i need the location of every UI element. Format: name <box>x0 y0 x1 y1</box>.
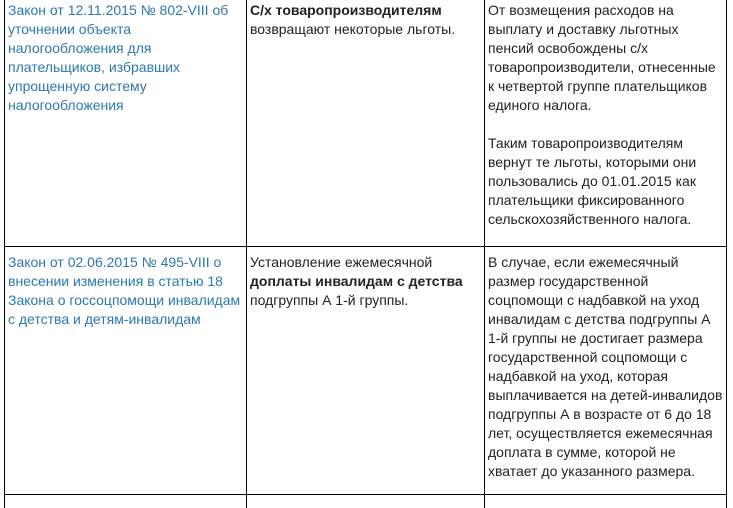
law-cell <box>5 0 247 247</box>
summary-bold-text: С/х товаропроизводителям <box>250 2 442 18</box>
law-cell <box>5 495 247 508</box>
summary-cell <box>247 247 485 495</box>
details-paragraph: В случае, если ежемесячный размер государственной соцпомощи с надбавкой на уход инвалидам с детства подгруппы А 1-й группы не достигает размера государственной соцпомощи с надбавкой на уход, которая выплачивается на детей-инвалидов подгруппы А в возрасте от 6 до 18 лет, осуществляется ежемесячная доплата в сумме, которой не хватает до указанного размера. <box>488 254 723 479</box>
law-cell <box>5 247 247 495</box>
summary-cell <box>247 0 485 247</box>
summary-cell <box>247 495 485 508</box>
details-cell <box>485 0 727 247</box>
table-row <box>5 0 727 247</box>
table-row <box>5 247 727 495</box>
details-cell <box>485 495 727 508</box>
law-link-802-viii[interactable]: Закон от 12.11.2015 № 802-VIII об уточнении объекта налогообложения для плательщиков, избравших упрощенную систему налогообложения <box>8 2 229 113</box>
details-cell <box>485 247 727 495</box>
summary-text: Установление ежемесячной <box>250 254 433 270</box>
details-paragraph: От возмещения расходов на выплату и доставку льготных пенсий освобождены с/х товаропроизводители, отнесенные к четвертой группе плательщиков единого налога. <box>488 2 716 113</box>
law-link-495-viii[interactable]: Закон от 02.06.2015 № 495-VIII о внесении изменения в статью 18 Закона о госсоцпомощи инвалидам с детства и детям-инвалидам <box>8 254 241 327</box>
details-paragraph: Таким товаропроизводителям вернут те льготы, которыми они пользовались до 01.01.2015 как плательщики фиксированного сельскохозяйственного налога. <box>488 135 697 227</box>
summary-bold-text: доплаты инвалидам с детства <box>250 273 463 289</box>
summary-text: подгруппы А 1-й группы. <box>250 292 409 308</box>
summary-text: возвращают некоторые льготы. <box>250 21 456 37</box>
laws-table <box>4 0 727 508</box>
table-row <box>5 495 727 508</box>
